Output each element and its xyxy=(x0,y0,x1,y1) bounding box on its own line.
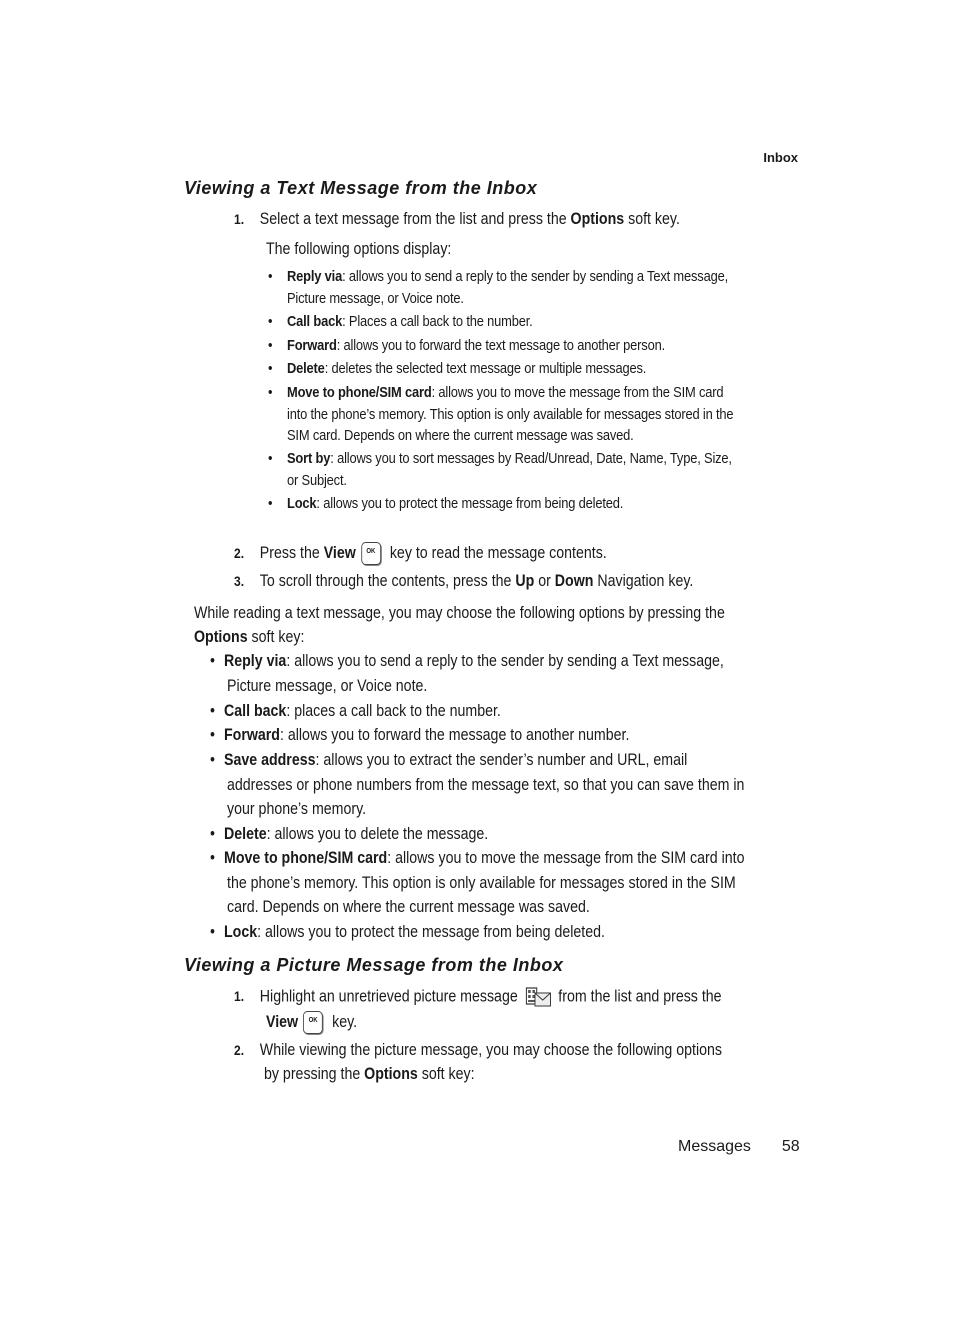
step-1-picture-cont: View OK key. xyxy=(266,1011,357,1034)
bullet-dot: • xyxy=(210,702,215,720)
option-item-continuation: SIM card. Depends on where the current message was saved. xyxy=(287,427,634,444)
option-item: Delete: allows you to delete the message. xyxy=(224,825,489,843)
option-item-continuation: Picture message, or Voice note. xyxy=(227,676,428,695)
ok-key-icon: OK xyxy=(303,1011,323,1034)
step-3: 3. To scroll through the contents, press the Up or Down Navigation key. xyxy=(234,572,694,590)
bullet-dot: • xyxy=(210,849,215,867)
bullet-dot: • xyxy=(210,726,215,744)
option-item: Reply via: allows you to send a reply to the sender by sending a Text message, xyxy=(287,268,728,285)
option-item: Lock: allows you to protect the message from being deleted. xyxy=(224,923,605,941)
option-item: Reply via: allows you to send a reply to the sender by sending a Text message, xyxy=(224,652,724,670)
bullet-dot: • xyxy=(268,268,273,285)
option-item: Forward: allows you to forward the message to another number. xyxy=(224,726,630,744)
chapter-name: Messages xyxy=(678,1138,751,1155)
step-2-picture: 2. While viewing the picture message, you may choose the following options xyxy=(234,1041,723,1059)
reading-intro-line1: While reading a text message, you may choose the following options by pressing the xyxy=(194,604,725,622)
option-item-continuation: card. Depends on where the current message was saved. xyxy=(227,898,590,917)
option-item-continuation: into the phone’s memory. This option is only available for messages stored in the xyxy=(287,405,734,423)
bullet-dot: • xyxy=(268,313,273,330)
page-footer xyxy=(678,1138,800,1156)
option-item: Sort by: allows you to sort messages by Read/Unread, Date, Name, Type, Size, xyxy=(287,450,732,467)
option-item: Move to phone/SIM card: allows you to move the message from the SIM card xyxy=(287,384,724,401)
option-item-continuation: the phone’s memory. This option is only available for messages stored in the SIM xyxy=(227,873,736,892)
reading-intro-line2: Options soft key: xyxy=(194,628,305,646)
option-item: Save address: allows you to extract the sender’s number and URL, email xyxy=(224,751,688,769)
step-2: 2. Press the View OK key to read the message contents. xyxy=(234,542,607,565)
option-item: Lock: allows you to protect the message from being deleted. xyxy=(287,495,624,512)
option-item-continuation: Picture message, or Voice note. xyxy=(287,289,464,307)
option-item: Call back: Places a call back to the number. xyxy=(287,313,533,330)
bullet-dot: • xyxy=(210,923,215,941)
option-item: Move to phone/SIM card: allows you to move the message from the SIM card into xyxy=(224,849,745,867)
option-item-continuation: your phone’s memory. xyxy=(227,800,367,819)
option-item-continuation: addresses or phone numbers from the message text, so that you can save them in xyxy=(227,775,745,794)
running-header: Inbox xyxy=(763,150,798,165)
step-1: 1. Select a text message from the list and press the Options soft key. xyxy=(234,210,680,228)
bullet-dot: • xyxy=(210,825,215,843)
bullet-dot: • xyxy=(268,450,273,467)
section-title-2: Viewing a Picture Message from the Inbox xyxy=(184,955,564,975)
section-title: Viewing a Text Message from the Inbox xyxy=(184,178,538,198)
ok-key-icon: OK xyxy=(361,542,381,565)
option-item: Forward: allows you to forward the text message to another person. xyxy=(287,337,665,354)
step-2-picture-cont: by pressing the Options soft key: xyxy=(264,1065,475,1083)
option-item: Delete: deletes the selected text message or multiple messages. xyxy=(287,360,647,377)
bullet-dot: • xyxy=(268,337,273,354)
bullet-dot: • xyxy=(210,751,215,769)
option-item-continuation: or Subject. xyxy=(287,471,347,489)
picture-message-icon xyxy=(525,987,551,1007)
bullet-dot: • xyxy=(210,652,215,670)
page-number: 58 xyxy=(781,1138,800,1155)
bullet-dot: • xyxy=(268,360,273,377)
step-number: 1. xyxy=(234,211,245,227)
bullet-dot: • xyxy=(268,384,273,401)
step-1-picture: 1. Highlight an unretrieved picture message from the list and press the xyxy=(234,987,722,1006)
options-intro: The following options display: xyxy=(266,240,452,258)
bullet-dot: • xyxy=(268,495,273,512)
option-item: Call back: places a call back to the number. xyxy=(224,702,501,720)
